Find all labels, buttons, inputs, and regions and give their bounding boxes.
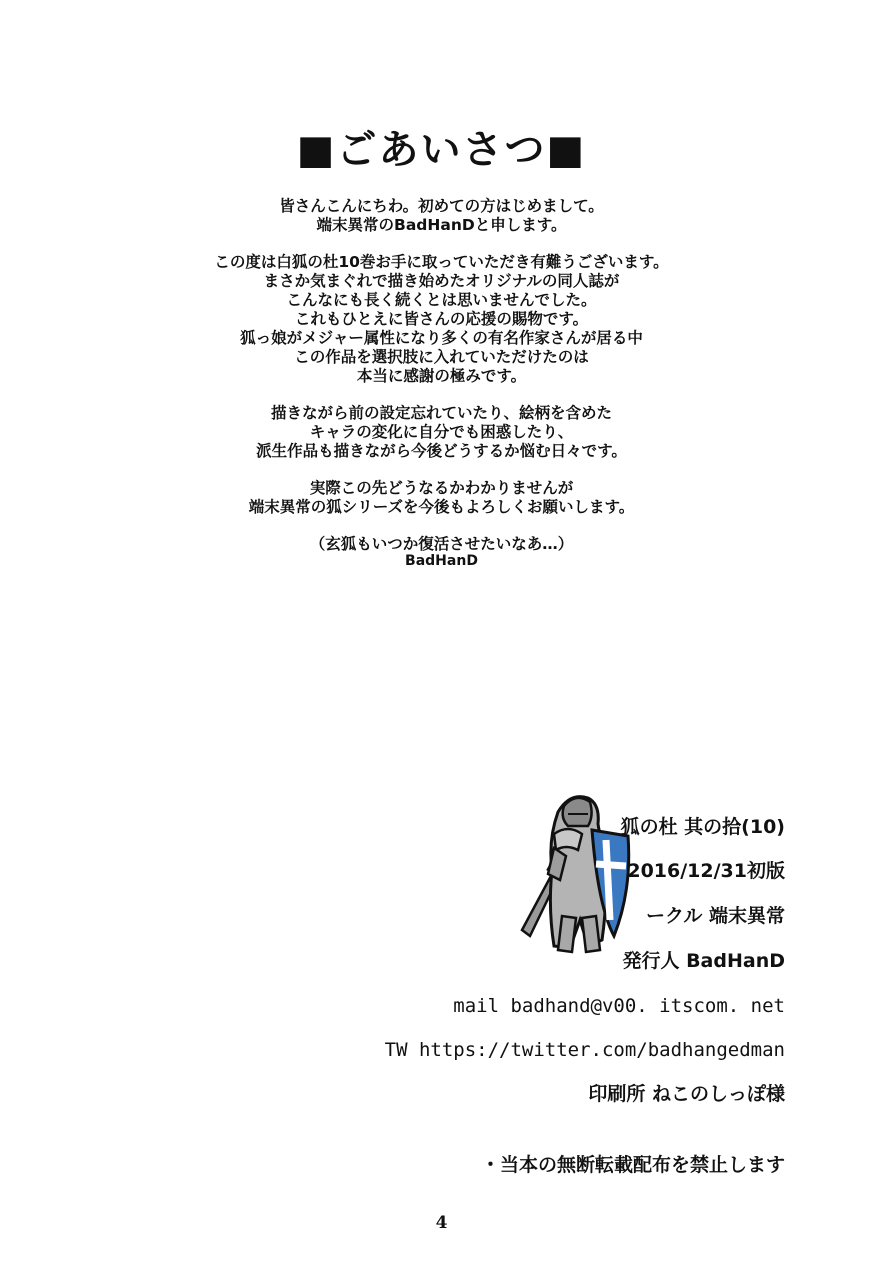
publication-date: 2016/12/31初版	[627, 860, 785, 882]
text-line: 描きながら前の設定忘れていたり、絵柄を含めた	[270, 404, 612, 422]
author-signature: BadHanD	[405, 553, 478, 569]
printer: 印刷所 ねこのしっぽ様	[588, 1083, 785, 1105]
text-line: こんなにも長く続くとは思いませんでした。	[286, 291, 597, 309]
text-line: まさか気まぐれで描き始めたオリジナルの同人誌が	[263, 272, 620, 290]
text-line: 皆さんこんにちわ。初めての方はじめまして。	[279, 197, 604, 215]
colophon	[385, 815, 785, 1106]
book-title: 狐の杜 其の拾(10)	[620, 816, 785, 838]
circle-name: ークル 端末異常	[645, 905, 785, 927]
publisher: 発行人 BadHanD	[622, 950, 785, 972]
text-line: 本当に感謝の極みです。	[356, 367, 527, 385]
greeting-message	[0, 197, 883, 572]
text-line: キャラの変化に自分でも困惑したり、	[309, 423, 574, 441]
text-line: 端末異常のBadHanDと申します。	[316, 216, 567, 234]
text-line: これもひとえに皆さんの応援の賜物です。	[294, 310, 589, 328]
text-line: 実際この先どうなるかわかりませんが	[309, 479, 574, 497]
text-line: 端末異常の狐シリーズを今後もよろしくお願いします。	[248, 498, 635, 516]
text-line: この作品を選択肢に入れていただけたのは	[294, 348, 589, 366]
text-line: 派生作品も描きながら今後どうするか悩む日々です。	[256, 442, 627, 460]
greeting-paragraph-1	[0, 197, 883, 235]
text-line: （玄狐もいつか復活させたいなあ…）	[309, 535, 574, 553]
greeting-paragraph-4	[0, 479, 883, 517]
page-number: 4	[435, 1213, 448, 1233]
text-line: 狐っ娘がメジャー属性になり多くの有名作家さんが居る中	[240, 329, 643, 347]
copyright-notice: ・当本の無断転載配布を禁止します	[480, 1154, 785, 1176]
greeting-paragraph-3	[0, 404, 883, 461]
mail-address: mail badhand@v00. itscom. net	[453, 995, 785, 1017]
text-line: この度は白狐の杜10巻お手に取っていただき有難うございます。	[214, 253, 669, 271]
twitter-url: TW https://twitter.com/badhangedman	[384, 1039, 785, 1061]
greeting-paragraph-2	[0, 253, 883, 386]
page-heading: ■ごあいさつ■	[296, 127, 587, 173]
